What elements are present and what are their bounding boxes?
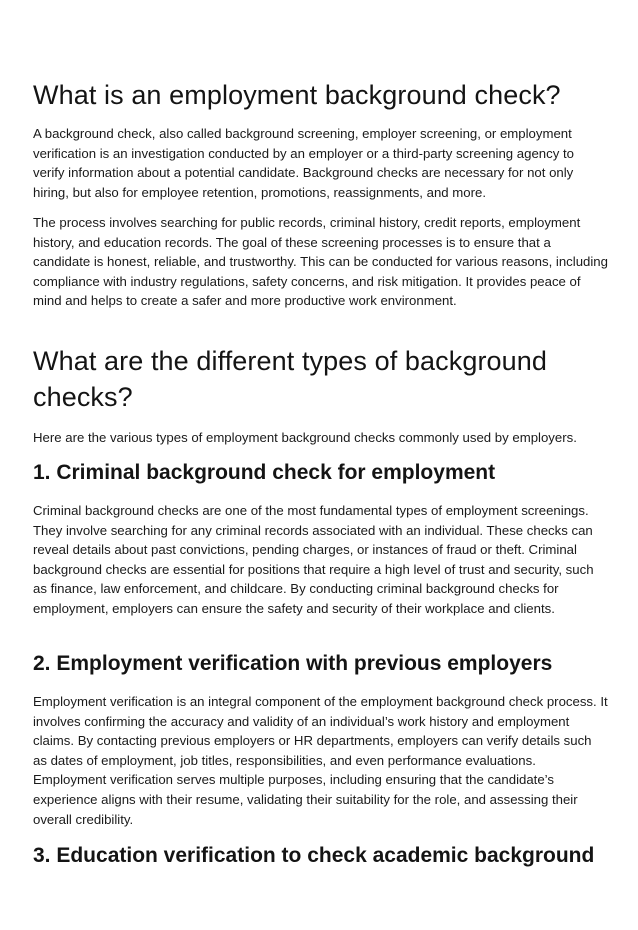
section-title-what-is-background-check: What is an employment background check? [33, 80, 561, 110]
paragraph-types-intro: Here are the various types of employment background checks commonly used by employers. [33, 430, 577, 445]
paragraph-employment-verification: Employment verification is an integral component of the employment background check process. It involves confirming the accuracy and validity of an individual’s work history and employment claims. By contacting previous employers or HR departments, employers can verify details such as dates of employment, job titles, responsibilities, and even performance evaluations. Employment verification serves multiple purposes, including ensuring that the candidate’s experience aligns with their resume, validating their suitability for the role, and assessing their overall credibility. [33, 694, 608, 827]
paragraph-criminal-check: Criminal background checks are one of the most fundamental types of employment screenings. They involve searching for any criminal records associated with an individual. These checks can reveal details about past convictions, pending charges, or instances of fraud or theft. Criminal background checks are essential for positions that require a high level of trust and security, such as finance, law enforcement, and childcare. By conducting criminal background checks for employment, employers can ensure the safety and security of their workplace and clients. [33, 503, 594, 616]
heading-education-verification: 3. Education verification to check academic background [33, 844, 595, 867]
heading-criminal-check: 1. Criminal background check for employment [33, 461, 496, 484]
paragraph-process: The process involves searching for public records, criminal history, credit reports, employment history, and education records. The goal of these screening processes is to ensure that a candidate is honest, reliable, and trustworthy. This can be conducted for various reasons, including compliance with industry regulations, safety concerns, and risk mitigation. It provides peace of mind and helps to create a safer and more productive work environment. [33, 215, 608, 309]
section-title-types-of-checks: What are the different types of background checks? [33, 346, 548, 412]
paragraph-definition: A background check, also called background screening, employer screening, or employment verification is an investigation conducted by an employer or a third-party screening agency to verify information about a potential candidate. Background checks are necessary for not only hiring, but also for employee retention, promotions, reassignments, and more. [33, 126, 574, 200]
heading-employment-verification: 2. Employment verification with previous employers [33, 652, 553, 675]
